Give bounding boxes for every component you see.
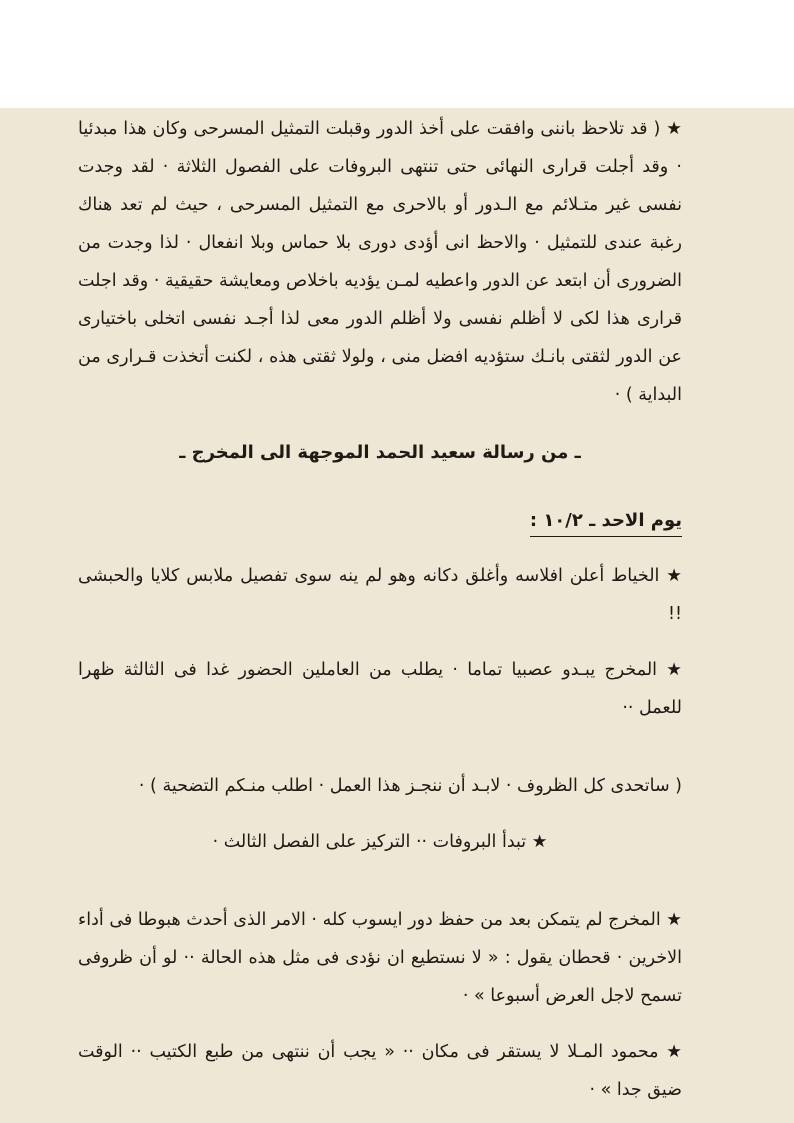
scan-top-margin [0, 0, 794, 108]
diary-entry-director: ★ المخرج يبـدو عصبيا تماما · يطلب من العاملين الحضور غدا فى الثالثة ظهرا للعمل ·· [78, 660, 682, 718]
date-heading-row [78, 502, 682, 557]
diary-entry-rehearsals: ★ تبدأ البروفات ·· التركيز على الفصل الثالث · [212, 832, 548, 852]
date-heading: يوم الاحد ـ ١٠/٢ : [530, 506, 682, 537]
letter-paragraph: ★ ( قد تلاحظ باننى وافقت على أخذ الدور وقبلت التمثيل المسرحى وكان هذا مبدئيا · وقد أجلت قرارى النهائى حتى تنتهى البروفات على الفصول الثلاثة · لقد وجدت نفسى غير متـلائم مع الـدور أو بالاحرى مع التمثيل المسرحى ، حيث لم تعد هناك رغبة عندى للتمثيل · والاحظ انى أؤدى دورى بلا حماس وبلا انفعال · لذا وجدت من الضرورى أن ابتعد عن الدور واعطيه لمـن يؤديه باخلاص ومعايشة حقيقية · وقد اجلت قرارى هذا لكى لا أظلم نفسى ولا أظلم الدور معى لذا أجـد نفسى اتخلى باختيارى عن الدور لثقتى بانـك ستؤديه افضل منى ، ولولا ثقتى هذه ، لكنت أتخذت قـرارى من البداية ) · [78, 119, 682, 405]
text-column [78, 110, 682, 1109]
diary-entry-booklet: ★ محمود المـلا لا يستقر فى مكان ·· « يجب أن ننتهى من طبع الكتيب ·· الوقت ضيق جدا » · [78, 1042, 682, 1100]
diary-entry-aesop-role: ★ المخرج لم يتمكن بعد من حفظ دور ايسوب كله · الامر الذى أحدث هبوطا فى أداء الاخرين · قحطان يقول : « لا نستطيع ان نؤدى فى مثل هذه الحالة ·· لو أن ظروفى تسمح لاجل العرض أسبوعا » · [78, 910, 682, 1006]
letter-attribution: ـ من رسالة سعيد الحمد الموجهة الى المخرج ـ [179, 442, 581, 463]
diary-entry-tailor: ★ الخياط أعلن افلاسه وأغلق دكانه وهو لم ينه سوى تفصيل ملابس كلايا والحبشى !! [78, 566, 682, 624]
director-quote: ( ساتحدى كل الظروف · لابـد أن ننجـز هذا العمل · اطلب منـكم التضحية ) · [138, 776, 682, 796]
